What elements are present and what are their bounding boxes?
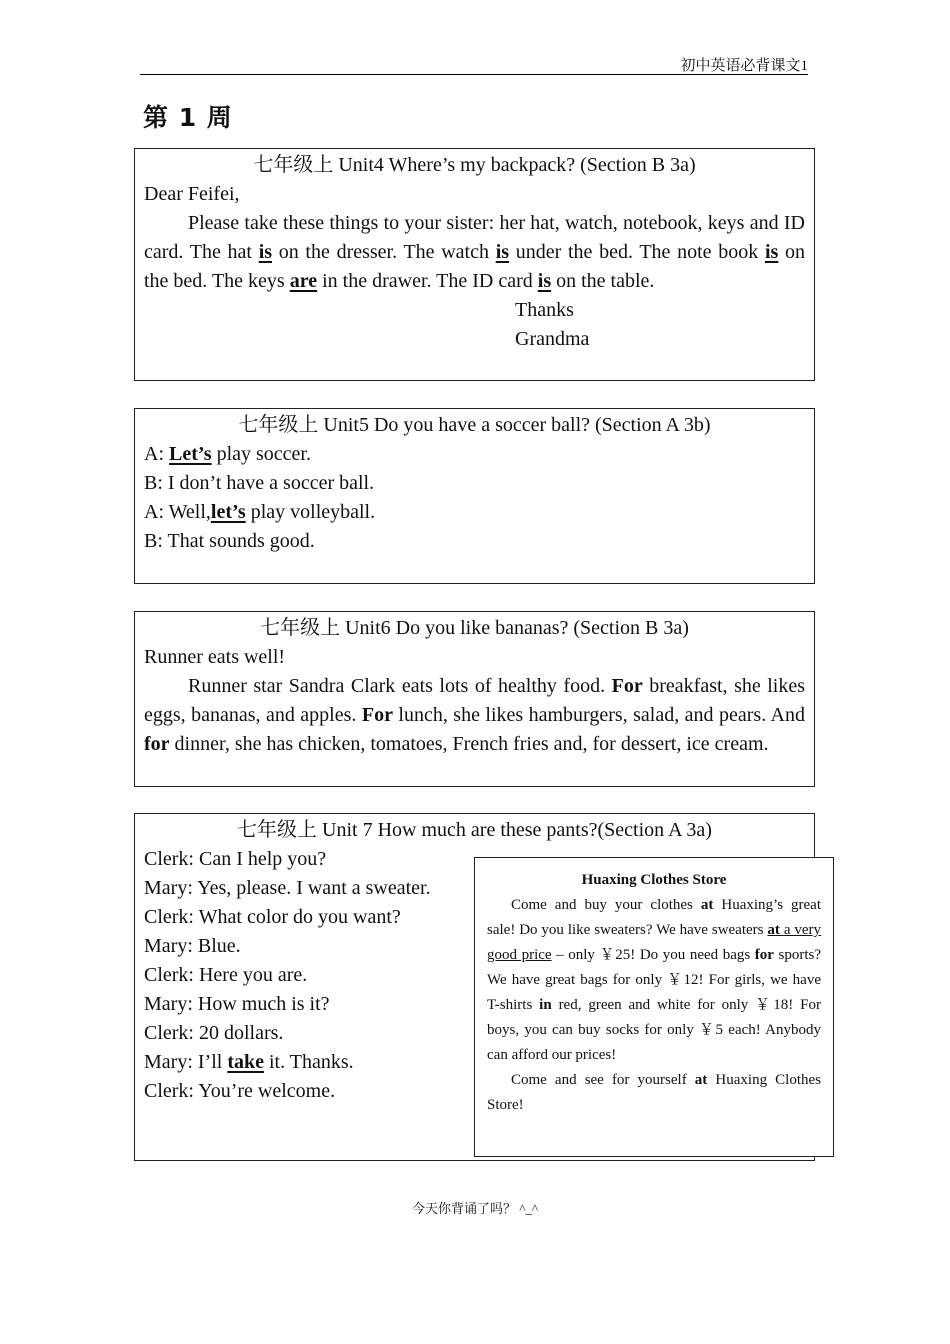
key-word: are — [289, 270, 318, 292]
store-advertisement — [474, 857, 834, 1157]
ad-closing: Come and see for yourself at Huaxing Clothes Store! — [487, 1072, 821, 1113]
dialogue-line: Clerk: Here you are. — [144, 964, 308, 986]
key-word: is — [495, 241, 510, 263]
dialogue-line: Mary: Blue. — [144, 935, 241, 957]
dialogue-line: Clerk: 20 dollars. — [144, 1022, 284, 1044]
key-word: for — [144, 733, 170, 755]
dialogue-line: B: I don’t have a soccer ball. — [144, 472, 375, 494]
key-word: at — [700, 897, 714, 913]
letter-greeting: Dear Feifei, — [144, 183, 240, 205]
key-word: for — [754, 947, 774, 963]
key-word: is — [258, 241, 273, 263]
ad-body: Come and buy your clothes at Huaxing’s great sale! Do you like sweaters? We have sweaters at a very good price – only ￥25! Do you need bags for sports? We have great bags for only ￥12! For girls, we have T-shirts in red, green and white for only ￥18! For boys, you can buy socks for only ￥5 each! Anybody can afford our prices! — [487, 897, 822, 1063]
dialogue-line: Clerk: You’re welcome. — [144, 1080, 336, 1102]
dialogue-line: Clerk: What color do you want? — [144, 906, 401, 928]
lesson-title: 七年级上 Unit 7 How much are these pants?(Section A 3a) — [237, 819, 712, 841]
key-word: take — [227, 1051, 264, 1073]
lesson-box-unit4 — [134, 148, 815, 381]
dialogue-line: A: Let’s play soccer. — [144, 443, 311, 465]
dialogue-line: Mary: Yes, please. I want a sweater. — [144, 877, 431, 899]
letter-body: Please take these things to your sister: her hat, watch, notebook, keys and ID card. The hat is on the dresser. The watch is under the bed. The note book is on the bed. The keys are in the drawer. The ID card is on the table. — [144, 212, 806, 292]
key-word: is — [537, 270, 552, 292]
ad-title: Huaxing Clothes Store — [581, 872, 727, 888]
lesson-box-unit6 — [134, 611, 815, 787]
lesson-title: 七年级上 Unit4 Where’s my backpack? (Section B 3a) — [253, 154, 696, 176]
dialogue-line: B: That sounds good. — [144, 530, 315, 552]
key-word: at — [694, 1072, 708, 1088]
key-word: is — [764, 241, 779, 263]
page-footer: 今天你背诵了吗？ ^_^ — [412, 1201, 538, 1216]
dialogue-line: Mary: I’ll take it. Thanks. — [144, 1051, 354, 1073]
lesson-title: 七年级上 Unit6 Do you like bananas? (Section B 3a) — [260, 617, 689, 639]
page-header — [140, 52, 808, 75]
key-word: let’s — [210, 501, 246, 523]
week-title: 第 1 周 — [143, 103, 233, 132]
letter-thanks: Thanks — [515, 299, 574, 321]
article-body: Runner star Sandra Clark eats lots of healthy food. For breakfast, she likes eggs, bananas, and apples. For lunch, she likes hamburgers, salad, and pears. And for dinner, she has chicken, tomatoes, French fries and, for dessert, ice cream. — [144, 675, 806, 755]
letter-signature: Grandma — [515, 328, 590, 350]
key-word: Let’s — [169, 443, 212, 465]
key-word: For — [361, 704, 393, 726]
dialogue-line: Clerk: Can I help you? — [144, 848, 327, 870]
key-word: in — [539, 997, 552, 1013]
dialogue-line: Mary: How much is it? — [144, 993, 330, 1015]
header-text: 初中英语必背课文1 — [680, 58, 808, 74]
article-subtitle: Runner eats well! — [144, 646, 286, 668]
key-word: For — [611, 675, 643, 697]
key-word: at — [767, 922, 780, 938]
lesson-box-unit5 — [134, 408, 815, 584]
dialogue-line: A: Well,let’s play volleyball. — [144, 501, 376, 523]
lesson-title: 七年级上 Unit5 Do you have a soccer ball? (Section A 3b) — [238, 414, 711, 436]
